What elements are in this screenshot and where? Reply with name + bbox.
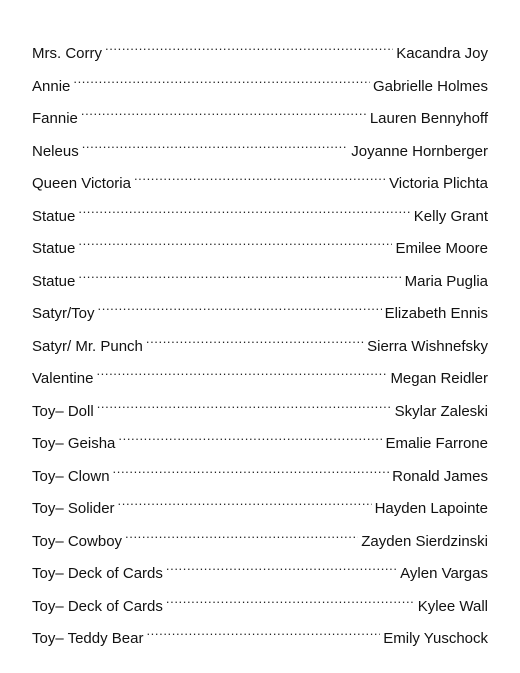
actor-name: Emalie Farrone — [385, 435, 488, 452]
dot-leader — [146, 615, 380, 643]
actor-name: Kylee Wall — [417, 597, 488, 615]
dot-leader — [125, 518, 358, 546]
role-name: Mrs. Corry — [32, 45, 102, 62]
cast-row — [32, 30, 488, 63]
role-name: Statue — [32, 240, 76, 257]
role-name: Toy– Deck of Cards — [32, 565, 163, 582]
role-name: Toy– Clown — [32, 467, 110, 485]
actor-name: Elizabeth Ennis — [384, 305, 488, 322]
role-name: Toy– Doll — [32, 402, 94, 420]
role-name: Toy– Deck of Cards — [32, 597, 163, 615]
dot-leader — [96, 355, 387, 383]
actor-name: Zayden Sierdzinski — [361, 532, 488, 550]
actor-name: Megan Reidler — [390, 370, 488, 387]
role-name: Satyr/ Mr. Punch — [32, 337, 143, 355]
dot-leader — [78, 193, 410, 221]
role-name: Annie — [32, 77, 71, 95]
dot-leader — [113, 453, 390, 481]
dot-leader — [81, 95, 367, 123]
dot-leader — [98, 290, 382, 318]
actor-name: Kacandra Joy — [396, 45, 488, 62]
role-name: Toy– Cowboy — [32, 532, 123, 550]
role-name: Fannie — [32, 110, 78, 127]
actor-name: Kelly Grant — [413, 207, 488, 225]
actor-name: Maria Puglia — [404, 272, 488, 290]
actor-name: Lauren Bennyhoff — [369, 110, 488, 127]
actor-name: Ronald James — [392, 467, 488, 485]
dot-leader — [118, 420, 382, 448]
dot-leader — [118, 485, 372, 513]
role-name: Statue — [32, 207, 76, 225]
dot-leader — [82, 128, 349, 156]
actor-name: Gabrielle Holmes — [372, 77, 488, 95]
dot-leader — [105, 30, 393, 58]
role-name: Queen Victoria — [32, 175, 131, 192]
actor-name: Skylar Zaleski — [394, 402, 488, 420]
dot-leader — [146, 323, 364, 351]
role-name: Satyr/Toy — [32, 305, 95, 322]
actor-name: Joyanne Hornberger — [351, 142, 488, 160]
role-name: Toy– Teddy Bear — [32, 630, 144, 647]
dot-leader — [78, 225, 392, 253]
dot-leader — [78, 258, 401, 286]
actor-name: Sierra Wishnefsky — [367, 337, 488, 355]
dot-leader — [134, 160, 386, 188]
role-name: Valentine — [32, 370, 94, 387]
actor-name: Aylen Vargas — [400, 565, 488, 582]
dot-leader — [97, 388, 392, 416]
role-name: Toy– Geisha — [32, 435, 116, 452]
role-name: Toy– Solider — [32, 500, 115, 517]
actor-name: Victoria Plichta — [389, 175, 488, 192]
actor-name: Emily Yuschock — [383, 630, 488, 647]
dot-leader — [73, 63, 370, 91]
actor-name: Hayden Lapointe — [374, 500, 488, 517]
role-name: Statue — [32, 272, 76, 290]
actor-name: Emilee Moore — [395, 240, 488, 257]
role-name: Neleus — [32, 142, 79, 160]
cast-list — [32, 30, 488, 648]
dot-leader — [166, 550, 397, 578]
dot-leader — [166, 583, 415, 611]
